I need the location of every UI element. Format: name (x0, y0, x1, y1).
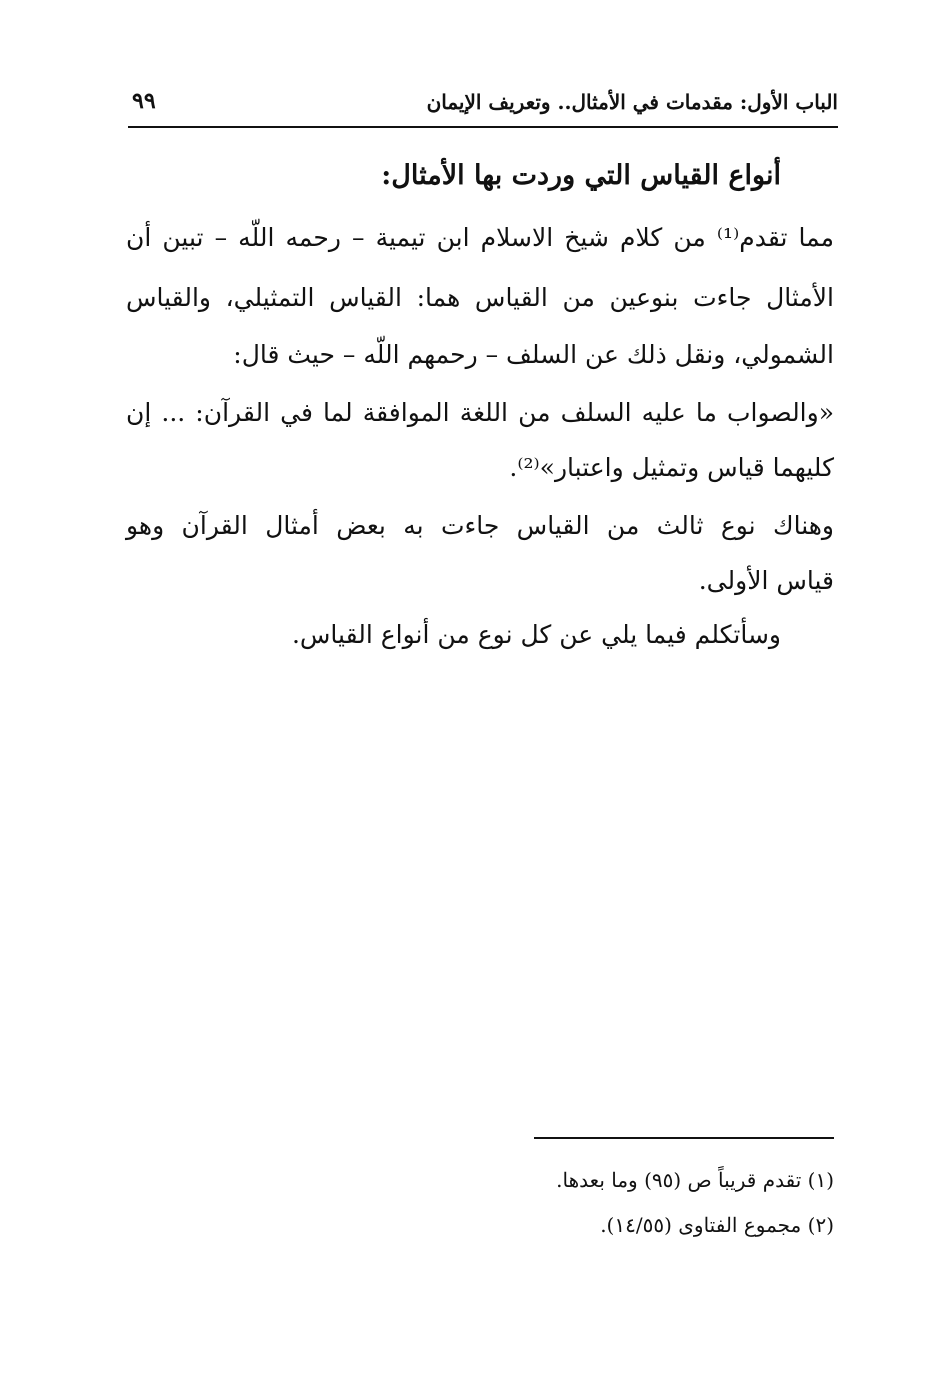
body-line: مما تقدم⁽¹⁾ من كلام شيخ الاسلام ابن تيمية – رحمه اللّه – تبين أن (126, 223, 834, 252)
page-number: ٩٩ (132, 88, 156, 114)
footnote-divider (534, 1137, 834, 1139)
running-header (128, 86, 838, 128)
body-line: وسأتكلم فيما يلي عن كل نوع من أنواع القياس. (291, 620, 781, 649)
quote-line: كليهما قياس وتمثيل واعتبار»⁽²⁾. (509, 453, 834, 482)
chapter-title: الباب الأول: مقدمات في الأمثال.. وتعريف الإيمان (426, 90, 838, 114)
body-line: الأمثال جاءت بنوعين من القياس هما: القياس التمثيلي، والقياس (126, 283, 834, 312)
footnote: (٢) مجموع الفتاوى (١٤/٥٥). (600, 1213, 834, 1237)
quote-line: «والصواب ما عليه السلف من اللغة الموافقة لما في القرآن: ... إن (126, 398, 834, 427)
footnote: (١) تقدم قريباً ص (٩٥) وما بعدها. (556, 1168, 834, 1192)
section-heading: أنواع القياس التي وردت بها الأمثال: (381, 160, 781, 191)
body-line: قياس الأولى. (698, 566, 834, 595)
body-line: الشمولي، ونقل ذلك عن السلف – رحمهم اللّه – حيث قال: (233, 340, 834, 369)
body-line: وهناك نوع ثالث من القياس جاءت به بعض أمثال القرآن وهو (126, 511, 834, 540)
